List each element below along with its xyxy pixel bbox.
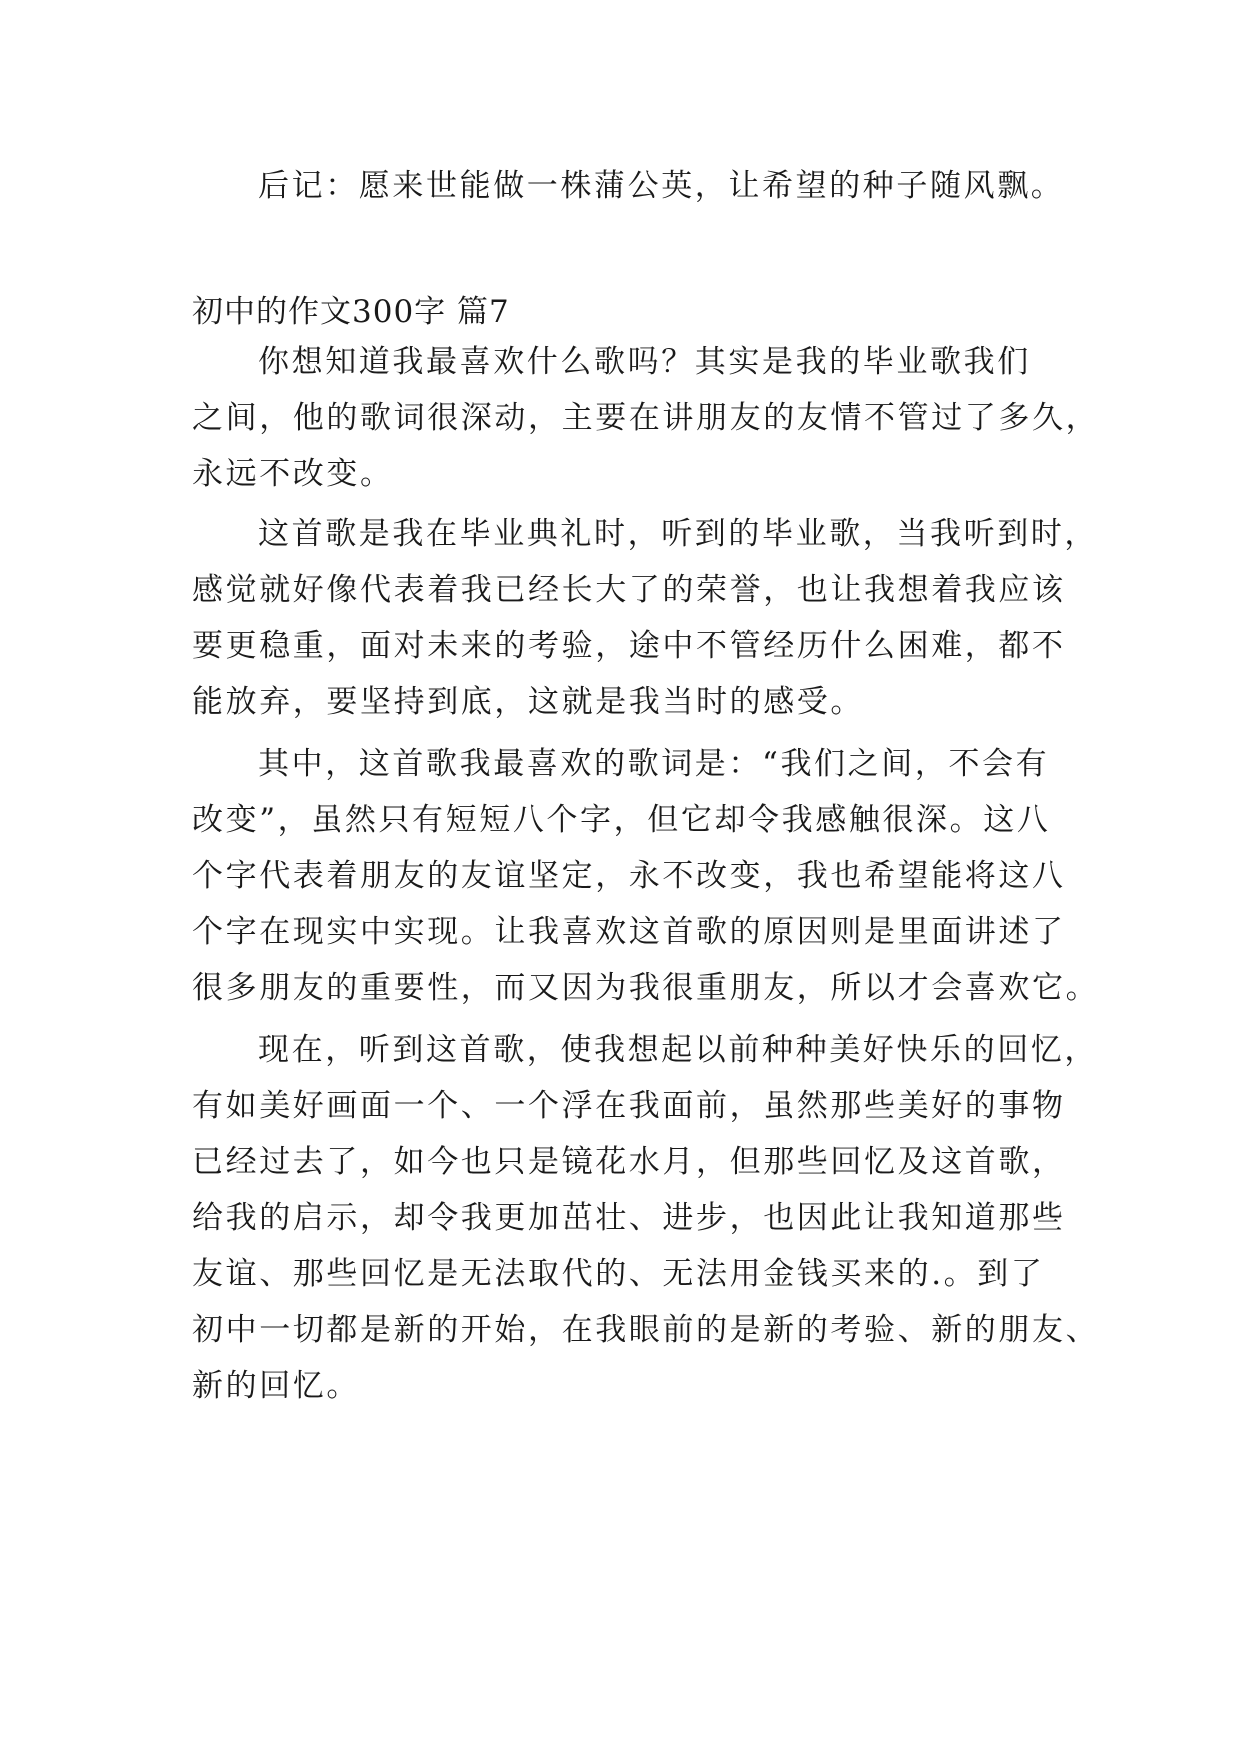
paragraph-line: 你想知道我最喜欢什么歌吗？其实是我的毕业歌我们 xyxy=(258,344,1031,380)
paragraph-line: 这首歌是我在毕业典礼时，听到的毕业歌，当我听到时， xyxy=(258,516,1098,552)
paragraph-line: 改变”，虽然只有短短八个字，但它却令我感触很深。这八 xyxy=(192,802,1051,838)
paragraph-line: 个字在现实中实现。让我喜欢这首歌的原因则是里面讲述了 xyxy=(192,914,1066,950)
paragraph-line: 友谊、那些回忆是无法取代的、无法用金钱买来的.。到了 xyxy=(192,1256,1045,1292)
paragraph-line: 初中一切都是新的开始，在我眼前的是新的考验、新的朋友、 xyxy=(192,1312,1100,1348)
paragraph-line: 感觉就好像代表着我已经长大了的荣誉，也让我想着我应该 xyxy=(192,572,1066,608)
paragraph-line: 能放弃，要坚持到底，这就是我当时的感受。 xyxy=(192,684,864,720)
paragraph-line: 永远不改变。 xyxy=(192,456,394,492)
paragraph-line: 有如美好画面一个、一个浮在我面前，虽然那些美好的事物 xyxy=(192,1088,1066,1124)
paragraph-line: 之间，他的歌词很深动，主要在讲朋友的友情不管过了多久， xyxy=(192,400,1100,436)
section-title: 初中的作文300字 篇7 xyxy=(192,294,510,330)
paragraph-line: 其中，这首歌我最喜欢的歌词是：“我们之间，不会有 xyxy=(258,746,1050,782)
paragraph-line: 很多朋友的重要性，而又因为我很重朋友，所以才会喜欢它。 xyxy=(192,970,1100,1006)
paragraph-line: 现在，听到这首歌，使我想起以前种种美好快乐的回忆， xyxy=(258,1032,1098,1068)
paragraph-line: 要更稳重，面对未来的考验，途中不管经历什么困难，都不 xyxy=(192,628,1066,664)
paragraph-line: 个字代表着朋友的友谊坚定，永不改变，我也希望能将这八 xyxy=(192,858,1066,894)
paragraph-line: 已经过去了，如今也只是镜花水月，但那些回忆及这首歌， xyxy=(192,1144,1066,1180)
afterword-line: 后记：愿来世能做一株蒲公英，让希望的种子随风飘。 xyxy=(258,168,1065,204)
paragraph-line: 给我的启示，却令我更加茁壮、进步，也因此让我知道那些 xyxy=(192,1200,1066,1236)
paragraph-line: 新的回忆。 xyxy=(192,1368,360,1404)
